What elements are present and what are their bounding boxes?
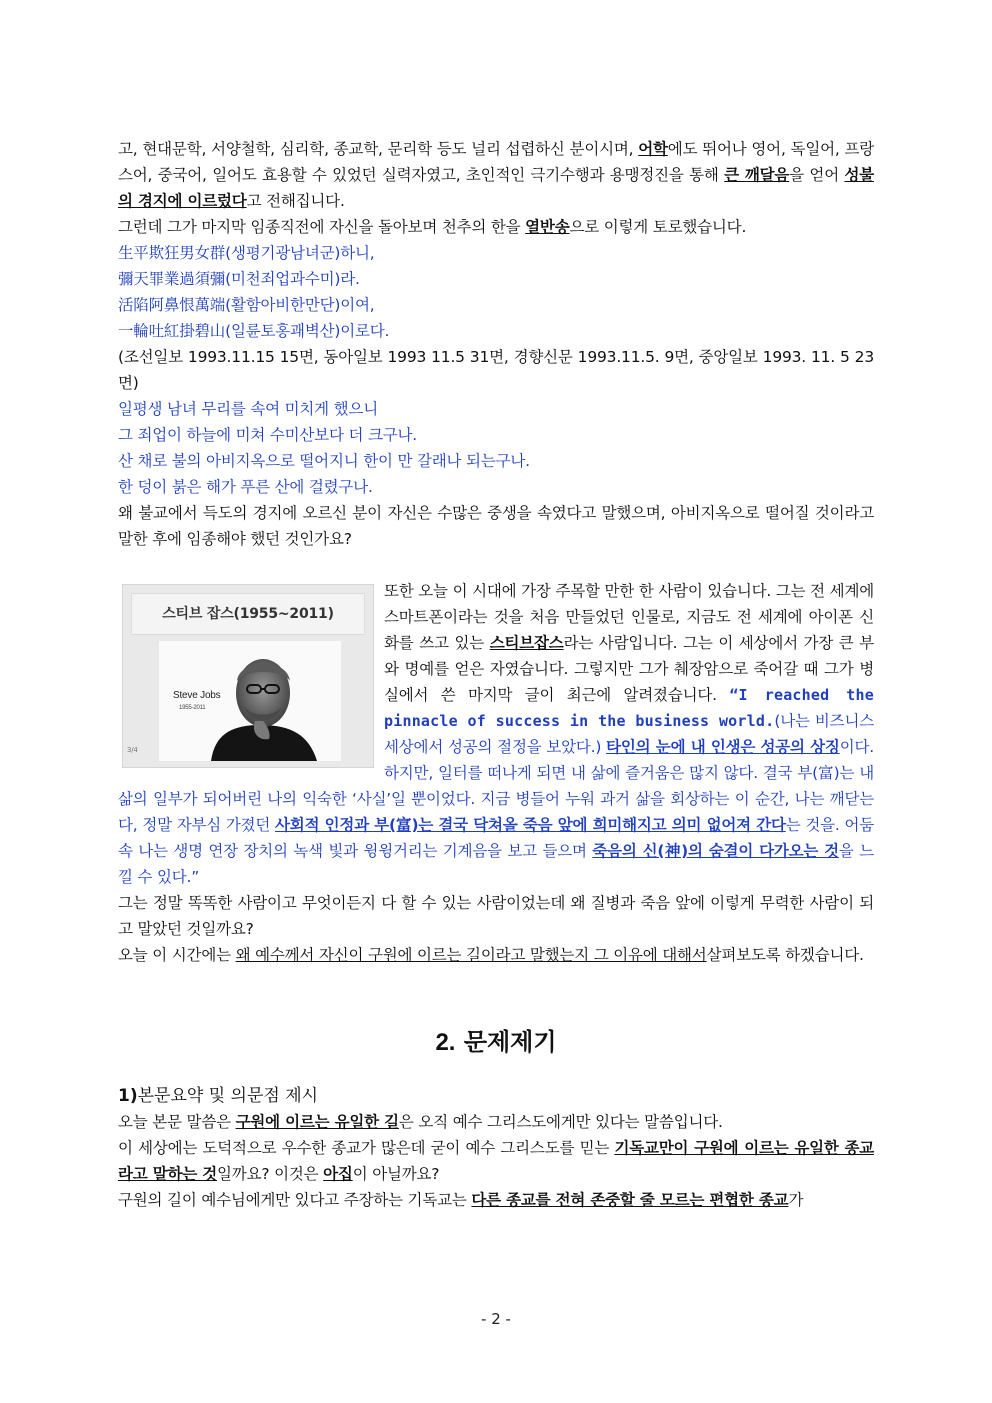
steve-jobs-slide-image — [122, 584, 374, 768]
poem-hanja-line: 活陷阿鼻恨萬端(활함아비한만단)이여, — [118, 296, 375, 314]
text: 오늘 이 시간에는 — [118, 946, 236, 964]
section-heading — [118, 1022, 874, 1057]
portrait-photo — [159, 641, 341, 761]
citation: (조선일보 1993.11.15 15면, 동아일보 1993 11.5 31면, 경향신문 1993.11.5. 9면, 중앙일보 1993. 11. 5 23면) — [118, 348, 874, 392]
text: 을 얻어 — [789, 166, 845, 184]
quote-english: “I reached the pinnacle of success in the business world. — [384, 686, 874, 730]
quote-emphasis: 타인의 눈에 내 인생은 성공의 상징 — [606, 738, 840, 756]
slide-title: 스티브 잡스(1955~2011) — [131, 593, 365, 635]
quote-emphasis: 죽음의 신(神)의 숨결이 다가오는 것 — [592, 842, 839, 860]
emphasis-text: 어학 — [638, 140, 668, 158]
question-paragraph: 그는 정말 똑똑한 사람이고 무엇이든지 다 할 수 있는 사람이었는데 왜 질병과 죽음 앞에 이렇게 무력한 사람이 되고 말았던 것일까요? — [118, 894, 874, 938]
emphasis-text: 구원에 이르는 유일한 길 — [235, 1113, 399, 1131]
quote-text: 을 느낄 수 있다.” — [118, 842, 874, 886]
text: 살펴보도록 하겠습니다. — [706, 946, 864, 964]
subsection-heading — [118, 1083, 874, 1109]
text: 고, 현대문학, 서양철학, 심리학, 종교학, 문리학 등도 널리 섭렵하신 분이시며, — [118, 140, 639, 158]
body-paragraph — [118, 1187, 874, 1213]
emphasis-text: 다른 종교를 전혀 존중할 줄 모르는 편협한 종교 — [471, 1191, 789, 1209]
text: 구원의 길이 예수님에게만 있다고 주장하는 기독교는 — [118, 1191, 472, 1209]
poem-hanja-line: 生平欺狂男女群(생평기광남녀군)하니, — [118, 244, 375, 262]
emphasis-text: 스티브잡스 — [489, 634, 564, 652]
poem-korean-line: 그 죄업이 하늘에 미쳐 수미산보다 더 크구나. — [118, 426, 418, 444]
text: 고 전해집니다. — [246, 192, 345, 210]
portrait-figure — [159, 641, 341, 761]
quote-text: (나는 비즈니스 세상에서 성공의 절정을 보았다.) — [384, 712, 874, 756]
text: 이 세상에는 도덕적으로 우수한 종교가 많은데 굳이 예수 그리스도를 믿는 — [118, 1139, 615, 1157]
quote-text: 는 것을. 어둠 속 나는 생명 연장 장치의 녹색 빛과 윙윙거리는 기계음을 보고 들으며 — [118, 816, 875, 860]
emphasis-text: 왜 예수께서 자신이 구원에 이르는 길이라고 말했는지 그 이유에 대해서 — [235, 946, 707, 964]
text: 일까요? 이것은 — [217, 1165, 324, 1183]
emphasis-text: 기독교만이 구원에 이르는 유일한 종교라고 말하는 것 — [118, 1139, 875, 1183]
question-paragraph: 왜 불교에서 득도의 경지에 오르신 분이 자신은 수많은 중생을 속였다고 말했으며, 아비지옥으로 떨어질 것이라고 말한 후에 임종해야 했던 것인가요? — [118, 504, 874, 548]
text: 이 아닐까요? — [352, 1165, 440, 1183]
body-paragraph — [118, 1109, 874, 1135]
text: 가 — [788, 1191, 804, 1209]
section-title: 문제제기 — [463, 1028, 557, 1056]
today-paragraph — [118, 942, 874, 968]
emphasis-text: 성불의 경지에 이르렀다 — [118, 166, 874, 210]
poem-hanja-line: 一輪吐紅掛碧山(일륜토홍괘벽산)이로다. — [118, 322, 390, 340]
subsection-title: 본문요약 및 의문점 제시 — [137, 1086, 319, 1106]
slide-name-label: Steve Jobs — [173, 690, 221, 701]
paragraph-intro — [118, 136, 874, 214]
text: 으로 이렇게 토로했습니다. — [569, 218, 747, 236]
paragraph-nirvana-intro — [118, 214, 874, 240]
jobs-paragraph — [118, 578, 874, 890]
text: 은 오직 예수 그리스도에게만 있다는 말씀입니다. — [398, 1113, 723, 1131]
poem-korean-line: 일평생 남녀 무리를 속여 미치게 했으니 — [118, 400, 379, 418]
emphasis-text: 아집 — [323, 1165, 353, 1183]
text: 그런데 그가 마지막 임종직전에 자신을 돌아보며 천추의 한을 — [118, 218, 526, 236]
text: 라는 사람입니다. 그는 이 세상에서 가장 큰 부와 명예를 얻은 자였습니다. 그렇지만 그가 췌장암으로 죽어갈 때 그가 병실에서 쓴 마지막 글이 최근에 알려졌습니다. — [384, 634, 875, 704]
poem-hanja-line: 彌天罪業過須彌(미천죄업과수미)라. — [118, 270, 360, 288]
poem-korean-line: 한 덩이 붉은 해가 푸른 산에 걸렸구나. — [118, 478, 373, 496]
body-paragraph — [118, 1135, 874, 1187]
document-body — [118, 136, 874, 1213]
quote-text: 이다. 하지만, 일터를 떠나게 되면 내 삶에 즐거움은 많지 않다. 결국 부(富)는 내 삶의 일부가 되어버린 나의 익숙한 ‘사실’일 뿐이었다. 지금 병들어 누워 과거 삶을 회상하는 이 순간, 나는 깨닫는다, 정말 자부심 가졌던 — [118, 738, 874, 834]
emphasis-text: 열반송 — [525, 218, 570, 236]
text: 에도 뛰어나 영어, 독일어, 프랑스어, 중국어, 일어도 효용할 수 있었던 실력자였고, 초인적인 극기수행과 용맹정진을 통해 — [118, 140, 875, 184]
page-number: - 2 - — [481, 1310, 511, 1328]
text: 또한 오늘 이 시대에 가장 주목할 만한 한 사람이 있습니다. 그는 전 세계에 스마트폰이라는 것을 처음 만들었던 인물로, 지금도 전 세계에 아이폰 신화를 쓰고 있는 — [384, 582, 874, 652]
slide-page-number: 3/4 — [127, 746, 138, 754]
section-number: 2. — [435, 1029, 456, 1056]
text: 오늘 본문 말씀은 — [118, 1113, 236, 1131]
subsection-number: 1) — [118, 1086, 138, 1106]
slide-years-label: 1955-2011 — [179, 705, 206, 711]
emphasis-text: 큰 깨달음 — [724, 166, 790, 184]
quote-emphasis: 사회적 인정과 부(富)는 결국 닥쳐올 죽음 앞에 희미해지고 의미 없어져 간다 — [275, 816, 786, 834]
poem-korean-line: 산 채로 불의 아비지옥으로 떨어지니 한이 만 갈래나 되는구나. — [118, 452, 530, 470]
